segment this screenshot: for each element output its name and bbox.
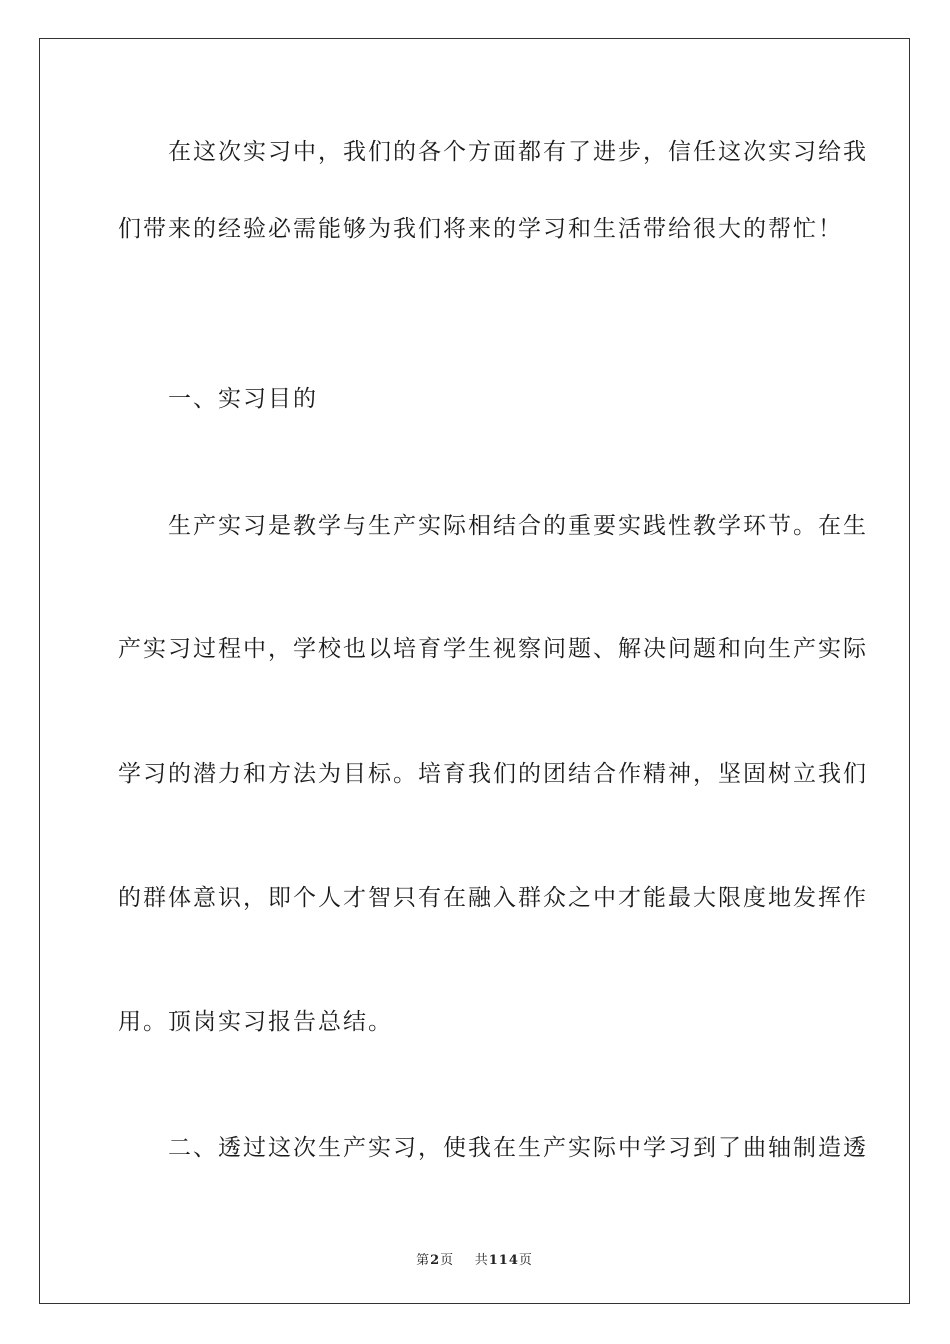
page-prefix: 第: [416, 1253, 431, 1268]
section-heading: 一、实习目的: [118, 386, 318, 412]
text-line: 二、透过这次生产实习，使我在生产实际中学习到了曲轴制造透: [118, 1135, 868, 1161]
text-line: 生产实习是教学与生产实际相结合的重要实践性教学环节。在生: [118, 513, 868, 539]
page-frame: [39, 38, 910, 1304]
page-footer: [40, 1249, 909, 1268]
total-suffix: 页: [518, 1253, 533, 1268]
text-line: 学习的潜力和方法为目标。培育我们的团结合作精神，坚固树立我们: [118, 761, 868, 787]
total-prefix: 共: [474, 1253, 489, 1268]
total-pages: 114: [488, 1253, 519, 1268]
text-line: 的群体意识，即个人才智只有在融入群众之中才能最大限度地发挥作: [118, 885, 868, 911]
text-line: 用。顶岗实习报告总结。: [118, 1009, 393, 1035]
text-line: 在这次实习中，我们的各个方面都有了进步，信任这次实习给我: [118, 139, 868, 165]
text-line: 产实习过程中，学校也以培育学生视察问题、解决问题和向生产实际: [118, 636, 868, 662]
text-line: 们带来的经验必需能够为我们将来的学习和生活带给很大的帮忙！: [118, 216, 843, 242]
page-number: 2: [430, 1253, 441, 1268]
page-suffix: 页: [440, 1253, 455, 1268]
